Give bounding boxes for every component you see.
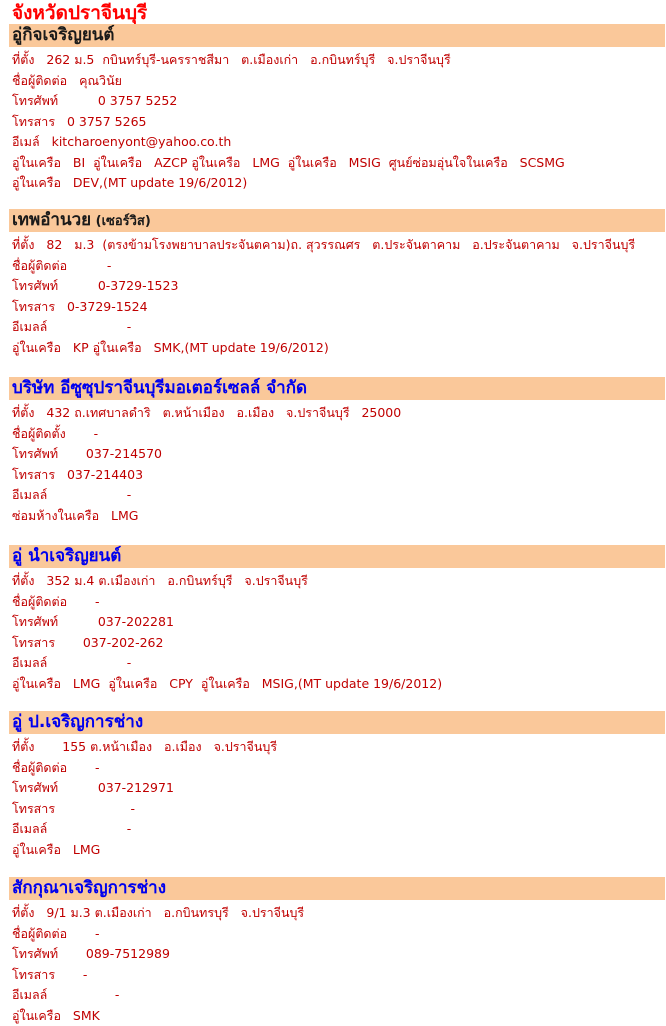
contact-line bbox=[12, 256, 666, 277]
garage-name-header bbox=[9, 24, 665, 47]
affiliate-line bbox=[12, 840, 666, 861]
email-line bbox=[12, 485, 666, 506]
garage-name: บริษัท อีซูซุปราจีนบุรีมอเตอร์เซลล์ จำกัด bbox=[12, 378, 307, 398]
garage-name: สักกุณาเจริญการช่าง bbox=[12, 878, 166, 898]
garage-details bbox=[12, 571, 666, 694]
detail-text: โทรศัพท์ 0 3757 5252 bbox=[12, 93, 177, 108]
detail-text: โทรศัพท์ 089-7512989 bbox=[12, 946, 170, 961]
detail-text: อู่ในเครือ DEV,(MT update 19/6/2012) bbox=[12, 175, 247, 190]
detail-text: โทรศัพท์ 0-3729-1523 bbox=[12, 278, 178, 293]
detail-text: โทรสาร 0-3729-1524 bbox=[12, 299, 148, 314]
detail-text: อู่ในเครือ LMG อู่ในเครือ CPY อู่ในเครือ MSIG,(MT update 19/6/2012) bbox=[12, 676, 442, 691]
detail-text: อีเมลล์ - bbox=[12, 655, 131, 670]
garage-details bbox=[12, 235, 666, 358]
affiliate-line bbox=[12, 153, 666, 174]
garage-name-header bbox=[9, 377, 665, 400]
detail-text: ชื่อผู้ติดต่อ - bbox=[12, 258, 111, 273]
fax-line bbox=[12, 799, 666, 820]
garage-name: เทพอำนวย bbox=[12, 210, 91, 230]
garage-name: อู่กิจเจริญยนต์ bbox=[12, 25, 114, 45]
detail-text: โทรสาร 037-202-262 bbox=[12, 635, 163, 650]
garage-name-header bbox=[9, 711, 665, 734]
detail-text: โทรสาร - bbox=[12, 801, 135, 816]
affiliate-line bbox=[12, 173, 666, 194]
phone-line bbox=[12, 276, 666, 297]
contact-line bbox=[12, 71, 666, 92]
phone-line bbox=[12, 944, 666, 965]
detail-text: อู่ในเครือ KP อู่ในเครือ SMK,(MT update 19/6/2012) bbox=[12, 340, 329, 355]
email-line bbox=[12, 317, 666, 338]
garage-name-header bbox=[9, 209, 665, 232]
detail-text: ที่ตั้ง 352 ม.4 ต.เมืองเก่า อ.กบินทร์บุรี จ.ปราจีนบุรี bbox=[12, 573, 308, 588]
address-line bbox=[12, 50, 666, 71]
province-title: จังหวัดปราจีนบุรี bbox=[12, 2, 147, 24]
detail-text: ชื่อผู้ติดต่อ คุณวินัย bbox=[12, 73, 122, 88]
detail-text: ที่ตั้ง 9/1 ม.3 ต.เมืองเก่า อ.กบินทรบุรี จ.ปราจีนบุรี bbox=[12, 905, 304, 920]
contact-line bbox=[12, 758, 666, 779]
address-line bbox=[12, 737, 666, 758]
fax-line bbox=[12, 965, 666, 986]
detail-text: โทรศัพท์ 037-212971 bbox=[12, 780, 174, 795]
garage-entry bbox=[0, 711, 666, 860]
garage-entry bbox=[0, 545, 666, 694]
email-line bbox=[12, 819, 666, 840]
detail-text: ชื่อผู้ติดต่อ - bbox=[12, 594, 100, 609]
detail-text: โทรสาร 037-214403 bbox=[12, 467, 143, 482]
detail-text: อีเมลล์ - bbox=[12, 319, 131, 334]
email-line bbox=[12, 653, 666, 674]
contact-line bbox=[12, 424, 666, 445]
garage-details bbox=[12, 737, 666, 860]
garage-entry bbox=[0, 209, 666, 358]
detail-text: อีเมลล์ - bbox=[12, 821, 131, 836]
garage-entry bbox=[0, 377, 666, 526]
detail-text: ชื่อผู้ติดต่อ - bbox=[12, 926, 100, 941]
contact-line bbox=[12, 592, 666, 613]
contact-line bbox=[12, 924, 666, 945]
garage-name: อู่ ป.เจริญการช่าง bbox=[12, 712, 143, 732]
garage-details bbox=[12, 903, 666, 1026]
detail-text: ที่ตั้ง 262 ม.5 กบินทร์บุรี-นครราชสีมา ต.เมืองเก่า อ.กบินทร์บุรี จ.ปราจีนบุรี bbox=[12, 52, 451, 67]
detail-text: อู่ในเครือ LMG bbox=[12, 842, 100, 857]
garage-details bbox=[12, 403, 666, 526]
detail-text: อีเมลล์ - bbox=[12, 487, 131, 502]
address-line bbox=[12, 903, 666, 924]
fax-line bbox=[12, 465, 666, 486]
garage-entry bbox=[0, 877, 666, 1026]
address-line bbox=[12, 403, 666, 424]
fax-line bbox=[12, 112, 666, 133]
detail-text: อู่ในเครือ SMK bbox=[12, 1008, 100, 1023]
garage-entry bbox=[0, 24, 666, 194]
garage-name-header bbox=[9, 545, 665, 568]
detail-text: อู่ในเครือ BI อู่ในเครือ AZCP อู่ในเครือ LMG อู่ในเครือ MSIG ศูนย์ซ่อมอุ่นใจในเครือ SCSMG bbox=[12, 155, 565, 170]
detail-text: โทรสาร - bbox=[12, 967, 87, 982]
phone-line bbox=[12, 444, 666, 465]
phone-line bbox=[12, 778, 666, 799]
address-line bbox=[12, 235, 666, 256]
phone-line bbox=[12, 612, 666, 633]
fax-line bbox=[12, 633, 666, 654]
detail-text: ชื่อผู้ติดตั้ง - bbox=[12, 426, 98, 441]
garage-name-header bbox=[9, 877, 665, 900]
detail-text: ที่ตั้ง 155 ต.หน้าเมือง อ.เมือง จ.ปราจีนบุรี bbox=[12, 739, 277, 754]
detail-text: โทรศัพท์ 037-202281 bbox=[12, 614, 174, 629]
address-line bbox=[12, 571, 666, 592]
email-line bbox=[12, 132, 666, 153]
email-line bbox=[12, 985, 666, 1006]
affiliate-line bbox=[12, 1006, 666, 1026]
detail-text: อีเมล์ kitcharoenyont@yahoo.co.th bbox=[12, 134, 231, 149]
garage-name: อู่ นำเจริญยนต์ bbox=[12, 546, 121, 566]
detail-text: ซ่อมห้างในเครือ LMG bbox=[12, 508, 138, 523]
detail-text: โทรศัพท์ 037-214570 bbox=[12, 446, 162, 461]
detail-text: อีเมลล์ - bbox=[12, 987, 119, 1002]
phone-line bbox=[12, 91, 666, 112]
garage-name-suffix: (เซอร์วิส) bbox=[91, 214, 151, 229]
affiliate-line bbox=[12, 338, 666, 359]
affiliate-line bbox=[12, 506, 666, 527]
detail-text: ที่ตั้ง 432 ถ.เทศบาลดำริ ต.หน้าเมือง อ.เมือง จ.ปราจีนบุรี 25000 bbox=[12, 405, 401, 420]
affiliate-line bbox=[12, 674, 666, 695]
fax-line bbox=[12, 297, 666, 318]
detail-text: ที่ตั้ง 82 ม.3 (ตรงข้ามโรงพยาบาลประจันตคาม)ถ. สุวรรณศร ต.ประจันตาคาม อ.ประจันตาคาม จ.ปราจีนบุรี bbox=[12, 237, 635, 252]
detail-text: โทรสาร 0 3757 5265 bbox=[12, 114, 146, 129]
garage-details bbox=[12, 50, 666, 194]
detail-text: ชื่อผู้ติดต่อ - bbox=[12, 760, 100, 775]
